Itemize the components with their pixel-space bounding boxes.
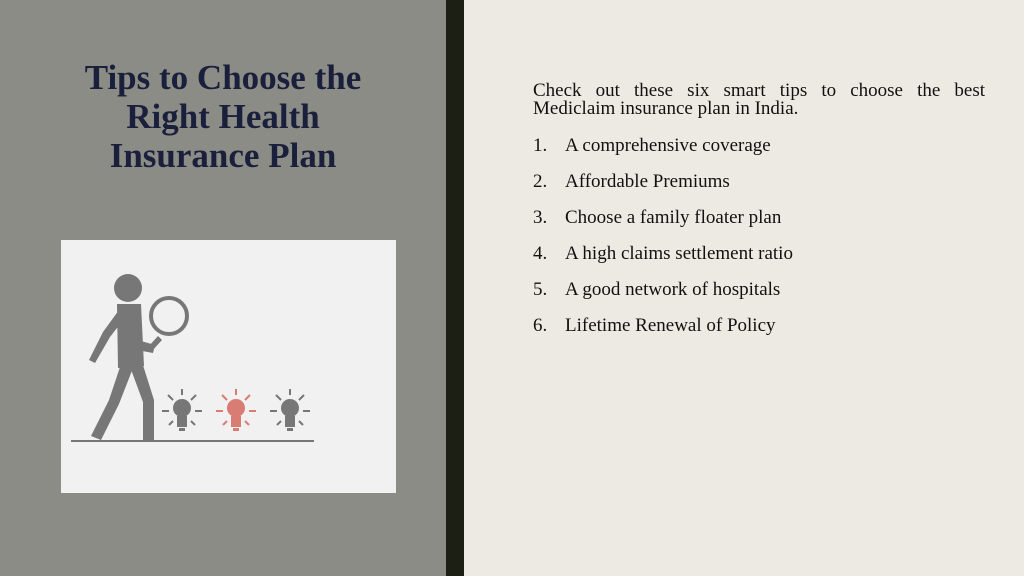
title-line-2: Right Health (126, 97, 320, 136)
magnifier-lens (151, 298, 187, 334)
panel-divider (446, 0, 464, 576)
list-item-text: A good network of hospitals (565, 279, 781, 300)
title-line-1: Tips to Choose the (84, 58, 362, 97)
illustration (61, 240, 396, 493)
list-item (533, 170, 793, 206)
list-number: 4. (533, 243, 548, 264)
list-number: 3. (533, 207, 548, 228)
slide-title (40, 58, 406, 175)
list-item (533, 206, 793, 242)
list-item (533, 314, 793, 350)
list-item-text: A high claims settlement ratio (565, 243, 793, 264)
list-item (533, 242, 793, 278)
list-item-text: Lifetime Renewal of Policy (565, 315, 776, 336)
title-line-3: Insurance Plan (109, 136, 337, 175)
list-item (533, 278, 793, 314)
list-item-text: Affordable Premiums (565, 171, 730, 192)
lightbulb-highlighted-icon (216, 389, 256, 431)
lightbulb-icon (162, 389, 202, 431)
list-item-text: Choose a family floater plan (565, 207, 782, 228)
intro-text: Check out these six smart tips to choose the best Mediclaim insurance plan in India. (533, 80, 985, 119)
list-number: 5. (533, 279, 548, 300)
illustration-svg (61, 240, 396, 493)
left-panel (0, 0, 446, 576)
list-number: 2. (533, 171, 548, 192)
list-number: 6. (533, 315, 548, 336)
person-with-magnifier-icon (89, 274, 162, 440)
tips-list (533, 134, 793, 350)
list-number: 1. (533, 135, 548, 156)
lightbulb-icon (270, 389, 310, 431)
list-item-text: A comprehensive coverage (565, 135, 771, 156)
list-item (533, 134, 793, 170)
